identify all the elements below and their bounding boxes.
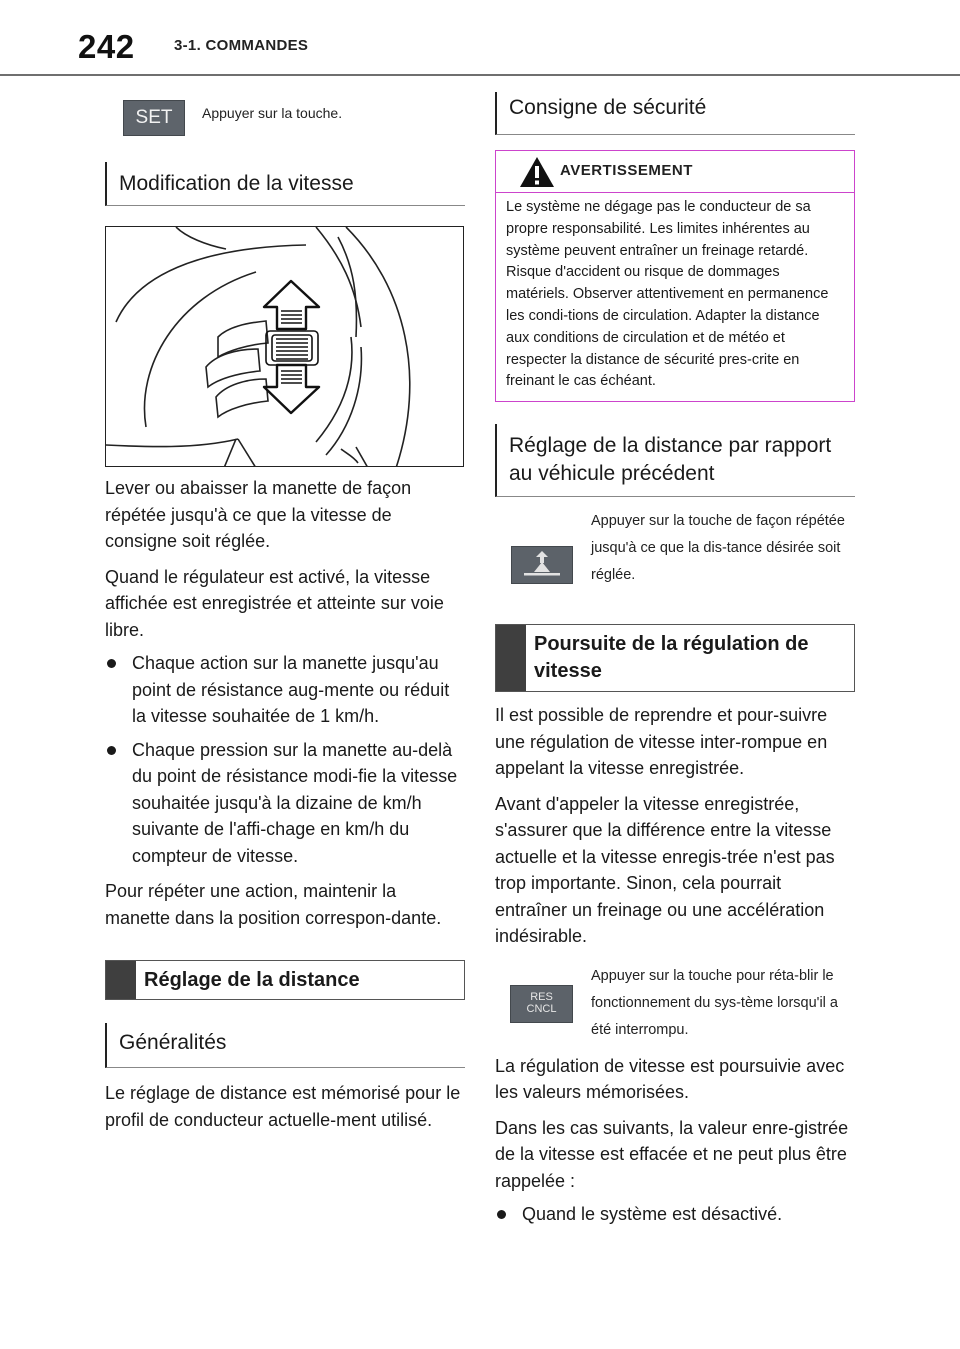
paragraph: Avant d'appeler la vitesse enregistrée, s'assurer que la différence entre la vitesse actuelle et la vitesse enregis-trée n'est pas trop importante. Sinon, cela pourrait entraîner un freinage ou une accélération indésirable. [495, 793, 835, 947]
distance-vehicle-heading: Réglage de la distance par rapport au véhicule précédent [495, 424, 855, 497]
resume-heading [495, 624, 855, 692]
distance-car-icon [512, 547, 572, 583]
distance-key-instruction: Appuyer sur la touche de façon répétée jusqu'à ce que la dis-tance désirée soit réglée. [591, 513, 845, 584]
heading-bar [106, 961, 136, 999]
list-item-text: Chaque action sur la manette jusqu'au point de résistance aug-mente ou réduit la vitesse souhaitée de 1 km/h. [132, 653, 450, 726]
general-heading: Généralités [105, 1023, 465, 1068]
chapter-title: 3-1. COMMANDES [174, 37, 309, 54]
paragraph: Dans les cas suivants, la valeur enre-gistrée de la vitesse est effacée et ne peut plus être rappelée : [495, 1117, 849, 1191]
paragraph: La régulation de vitesse est poursuivie avec les valeurs mémorisées. [495, 1055, 845, 1103]
set-key-row [105, 96, 465, 152]
paragraph: Pour répéter une action, maintenir la manette dans la position correspon-dante. [105, 881, 442, 928]
res-cncl-key [510, 985, 573, 1023]
distance-key-row [495, 508, 855, 604]
speed-change-heading: Modification de la vitesse [105, 162, 465, 206]
paragraph: Il est possible de reprendre et pour-suivre une régulation de vitesse inter-rompue en appelant la vitesse enregistrée. [495, 705, 828, 779]
res-key-instruction: Appuyer sur la touche pour réta-blir le fonctionnement du sys-tème lorsqu'il a été interrompu. [591, 967, 838, 1038]
left-column [105, 96, 465, 1133]
distance-heading-text: Réglage de la distance [144, 968, 360, 991]
heading-bar [496, 625, 526, 691]
steering-lever-illustration [105, 226, 464, 467]
set-key-instruction: Appuyer sur la touche. [202, 105, 343, 121]
list-item [105, 650, 465, 730]
res-key-line2: CNCL [526, 1002, 557, 1015]
header-divider [0, 74, 960, 76]
set-key-icon: SET [123, 100, 185, 136]
right-column [495, 92, 855, 1228]
paragraph: Lever ou abaisser la manette de façon répétée jusqu'à ce que la vitesse de consigne soit réglée. [105, 478, 412, 551]
page-header [0, 0, 960, 76]
steering-wheel-lever-icon [106, 227, 464, 467]
list-item [105, 737, 465, 870]
bullet-icon [107, 659, 116, 668]
bullet-icon [497, 1210, 506, 1219]
paragraph: Quand le régulateur est activé, la vitesse affichée est enregistrée et atteinte sur voie libre. [105, 566, 444, 640]
warning-triangle-icon [518, 155, 556, 189]
list-item-text: Chaque pression sur la manette au-delà du point de résistance modi-fie la vitesse souhaitée jusqu'à la dizaine de km/h suivante de l'affi-chage en km/h du compteur de vitesse. [132, 739, 458, 866]
distance-heading [105, 960, 465, 1000]
warning-box [495, 150, 855, 402]
safety-heading: Consigne de sécurité [495, 92, 855, 135]
res-key-row [495, 963, 855, 1045]
bullet-icon [107, 746, 116, 755]
warning-header [496, 151, 854, 193]
paragraph: Le réglage de distance est mémorisé pour le profil de conducteur actuelle-ment utilisé. [105, 1083, 461, 1130]
warning-text: Le système ne dégage pas le conducteur de sa propre responsabilité. Les limites inhérentes au système peuvent entraîner un freinage retardé. Risque d'accident ou risque de dommages matériels. Observer attentivement en permanence les condi-tions de circulation. Adapter la distance aux conditions de circulation et de météo et respecter la distance de sécurité pres-crite en freinant le cas échéant. [506, 199, 829, 390]
distance-key [511, 546, 573, 584]
warning-title: AVERTISSEMENT [560, 162, 693, 179]
list-item [495, 1201, 855, 1228]
res-key-line1: RES [530, 991, 553, 1004]
list-item-text: Quand le système est désactivé. [522, 1204, 783, 1225]
page-number: 242 [78, 28, 135, 65]
resume-heading-text: Poursuite de la régulation de vitesse [534, 633, 809, 683]
